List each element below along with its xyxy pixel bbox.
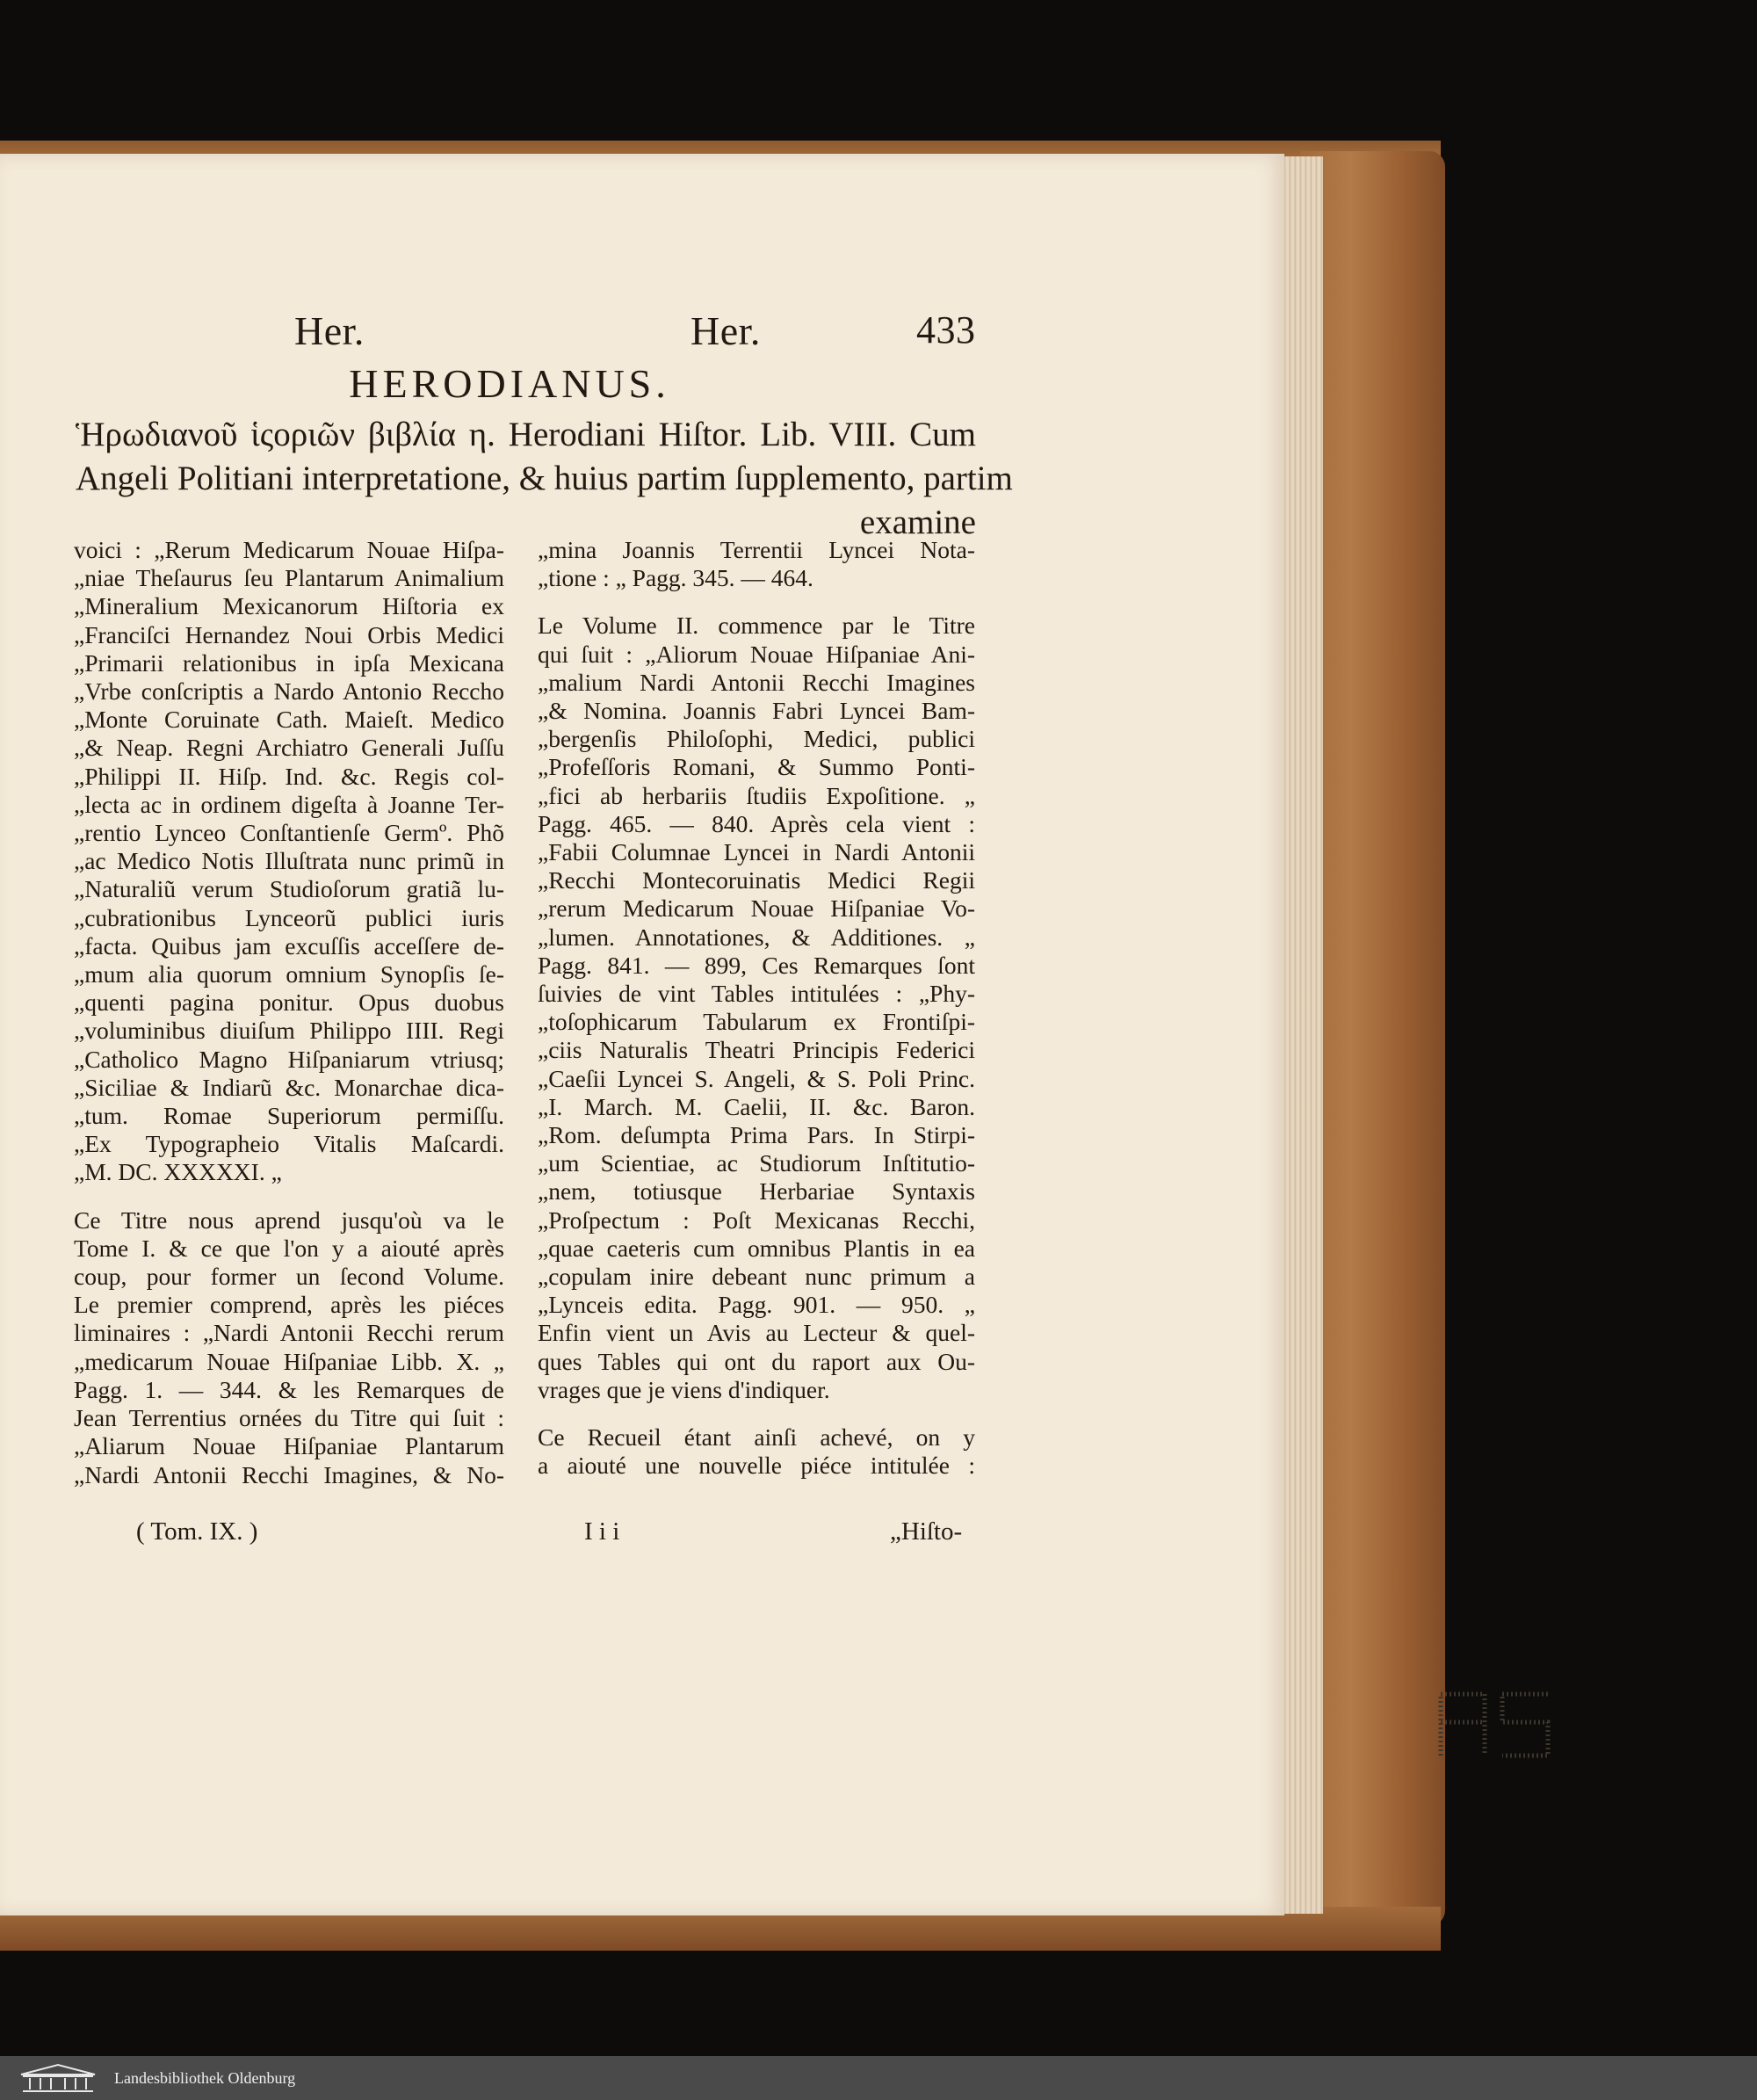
entry-heading [76, 413, 1013, 545]
library-name: Landesbibliothek Oldenburg [114, 2068, 296, 2087]
text-line: „ac Medico Notis Illuſtrata nunc primũ in [74, 847, 504, 875]
text-line: „Aliarum Nouae Hiſpaniae Plantarum [74, 1432, 504, 1460]
text-line: Ce Recueil étant ainſi achevé, on y [538, 1423, 975, 1452]
text-line: voici : „Rerum Medicarum Nouae Hiſpa- [74, 536, 504, 563]
text-line: Enfin vient un Avis au Lecteur & quel- [538, 1319, 975, 1347]
text-line: Pagg. 1. — 344. & les Remarques de [74, 1375, 504, 1403]
text-line: „cubrationibus Lynceorũ publici iuris [74, 903, 504, 931]
text-line: „Recchi Montecoruinatis Medici Regii [538, 866, 975, 894]
text-line: „facta. Quibus jam excuſſis acceſſere de- [74, 931, 504, 959]
text-line: „Ex Typographeio Vitalis Maſcardi. [74, 1130, 504, 1158]
heading-line: Angeli Politiani interpretatione, & huius partim ſupplemento, partim [76, 460, 1013, 497]
text-line: „Lynceis edita. Pagg. 901. — 950. „ [538, 1291, 975, 1319]
text-line: Ce Titre nous aprend jusqu'où va le [74, 1206, 504, 1234]
right-paragraph-1 [538, 536, 975, 592]
text-line: „Proſpectum : Poſt Mexicanas Recchi, [538, 1206, 975, 1234]
running-head-center: Her. [691, 308, 761, 353]
embossed-stamp-icon [1434, 1687, 1557, 1759]
text-line: „nem, totiusque Herbariae Syntaxis [538, 1177, 975, 1206]
text-line: „copulam inire debeant nunc primum a [538, 1263, 975, 1291]
left-paragraph-2 [74, 1206, 504, 1489]
text-line: liminaires : „Nardi Antonii Recchi rerum [74, 1319, 504, 1347]
left-paragraph-1 [74, 536, 504, 1187]
text-line: „lecta ac in ordinem digeſta à Joanne Ter- [74, 790, 504, 818]
heading-line: examine [859, 503, 976, 541]
text-line: „medicarum Nouae Hiſpaniae Libb. X. „ [74, 1347, 504, 1375]
text-line: „ciis Naturalis Theatri Principis Federici [538, 1036, 975, 1064]
text-line: „mum alia quorum omnium Synopſis ſe- [74, 960, 504, 988]
text-line: „lumen. Annotationes, & Additiones. „ [538, 923, 975, 951]
text-line: „fici ab herbariis ſtudiis Expoſitione. „ [538, 781, 975, 809]
text-line: Pagg. 465. — 840. Après cela vient : [538, 809, 975, 837]
text-line: „Naturaliũ verum Studioſorum gratiã lu- [74, 875, 504, 903]
text-line: coup, pour former un ſecond Volume. [74, 1263, 504, 1291]
text-line: ſuivies de vint Tables intitulées : „Phy- [538, 980, 975, 1008]
text-line: Pagg. 841. — 899, Ces Remarques ſont [538, 951, 975, 979]
library-footer-bar [0, 2056, 1757, 2100]
text-line: Tome I. & ce que l'on y a aiouté après [74, 1234, 504, 1262]
text-line: Jean Terrentius ornées du Titre qui ſuit : [74, 1404, 504, 1432]
text-line: „voluminibus diuiſum Philippo IIII. Regi [74, 1017, 504, 1045]
text-line: „Primarii relationibus in ipſa Mexicana [74, 648, 504, 677]
text-line: „I. March. M. Caelii, II. &c. Baron. [538, 1092, 975, 1120]
text-line: „rerum Medicarum Nouae Hiſpaniae Vo- [538, 894, 975, 923]
text-line: „Siciliae & Indiarũ &c. Monarchae dica- [74, 1073, 504, 1101]
page-title: HERODIANUS. [349, 361, 670, 406]
signature-mark: I i i [584, 1517, 620, 1546]
text-line: „& Nomina. Joannis Fabri Lyncei Bam- [538, 697, 975, 725]
left-column [74, 536, 504, 1489]
text-line: „Monte Coruinate Cath. Maieſt. Medico [74, 706, 504, 734]
text-line: „Philippi II. Hiſp. Ind. &c. Regis col- [74, 762, 504, 790]
text-line: „Fabii Columnae Lyncei in Nardi Antonii [538, 838, 975, 866]
text-line: „M. DC. XXXXXI. „ [74, 1158, 282, 1186]
text-line: „& Neap. Regni Archiatro Generali Juſſu [74, 734, 504, 762]
right-column [538, 536, 975, 1481]
heading-line: Ἡρωδιανοῦ ἱςοριῶν βιβλία η. Herodiani Hiſtor. Lib. VIII. Cum [76, 416, 976, 453]
library-building-icon [18, 2062, 98, 2094]
right-paragraph-3 [538, 1423, 975, 1480]
page-number: 433 [916, 308, 976, 351]
text-line: „malium Nardi Antonii Recchi Imagines [538, 668, 975, 696]
text-line: „bergenſis Philoſophi, Medici, publici [538, 725, 975, 753]
text-line: „Rom. deſumpta Prima Pars. In Stirpi- [538, 1121, 975, 1149]
text-line: „rentio Lynceo Conſtantienſe Germº. Phõ [74, 819, 504, 847]
text-line: „um Scientiae, ac Studiorum Inſtitutio- [538, 1149, 975, 1177]
text-line: Le premier comprend, après les piéces [74, 1291, 504, 1319]
text-line: „Franciſci Hernandez Noui Orbis Medici [74, 620, 504, 648]
text-line: „Vrbe conſcriptis a Nardo Antonio Reccho [74, 677, 504, 706]
text-line: vrages que je viens d'indiquer. [538, 1375, 830, 1403]
text-line: „toſophicarum Tabularum ex Frontiſpi- [538, 1008, 975, 1036]
text-line: „mina Joannis Terrentii Lyncei Nota- [538, 536, 975, 563]
text-line: a aiouté une nouvelle piéce intitulée : [538, 1452, 975, 1480]
text-line: qui ſuit : „Aliorum Nouae Hiſpaniae Ani- [538, 640, 975, 668]
text-line: Le Volume II. commence par le Titre [538, 612, 975, 640]
text-line: „quae caeteris cum omnibus Plantis in ea [538, 1234, 975, 1262]
running-head-left: Her. [294, 308, 365, 353]
right-paragraph-2 [538, 612, 975, 1404]
catchword: „Hiſto- [890, 1517, 963, 1546]
page-stack [1281, 156, 1323, 1914]
text-line: „Profeſſoris Romani, & Summo Ponti- [538, 753, 975, 781]
text-line: „niae Theſaurus ſeu Plantarum Animalium [74, 564, 504, 592]
text-line: ques Tables qui ont du raport aux Ou- [538, 1347, 975, 1375]
text-line: „Mineralium Mexicanorum Hiſtoria ex [74, 592, 504, 620]
text-line: „quenti pagina ponitur. Opus duobus [74, 988, 504, 1017]
text-line: „Caeſii Lyncei S. Angeli, & S. Poli Princ. [538, 1064, 975, 1092]
text-line: „Nardi Antonii Recchi Imagines, & No- [74, 1460, 504, 1488]
volume-marker: ( Tom. IX. ) [136, 1517, 258, 1546]
text-line: „tum. Romae Superiorum permiſſu. [74, 1102, 504, 1130]
text-line: „Catholico Magno Hiſpaniarum vtriusq; [74, 1045, 504, 1073]
text-line: „tione : „ Pagg. 345. — 464. [538, 564, 813, 592]
